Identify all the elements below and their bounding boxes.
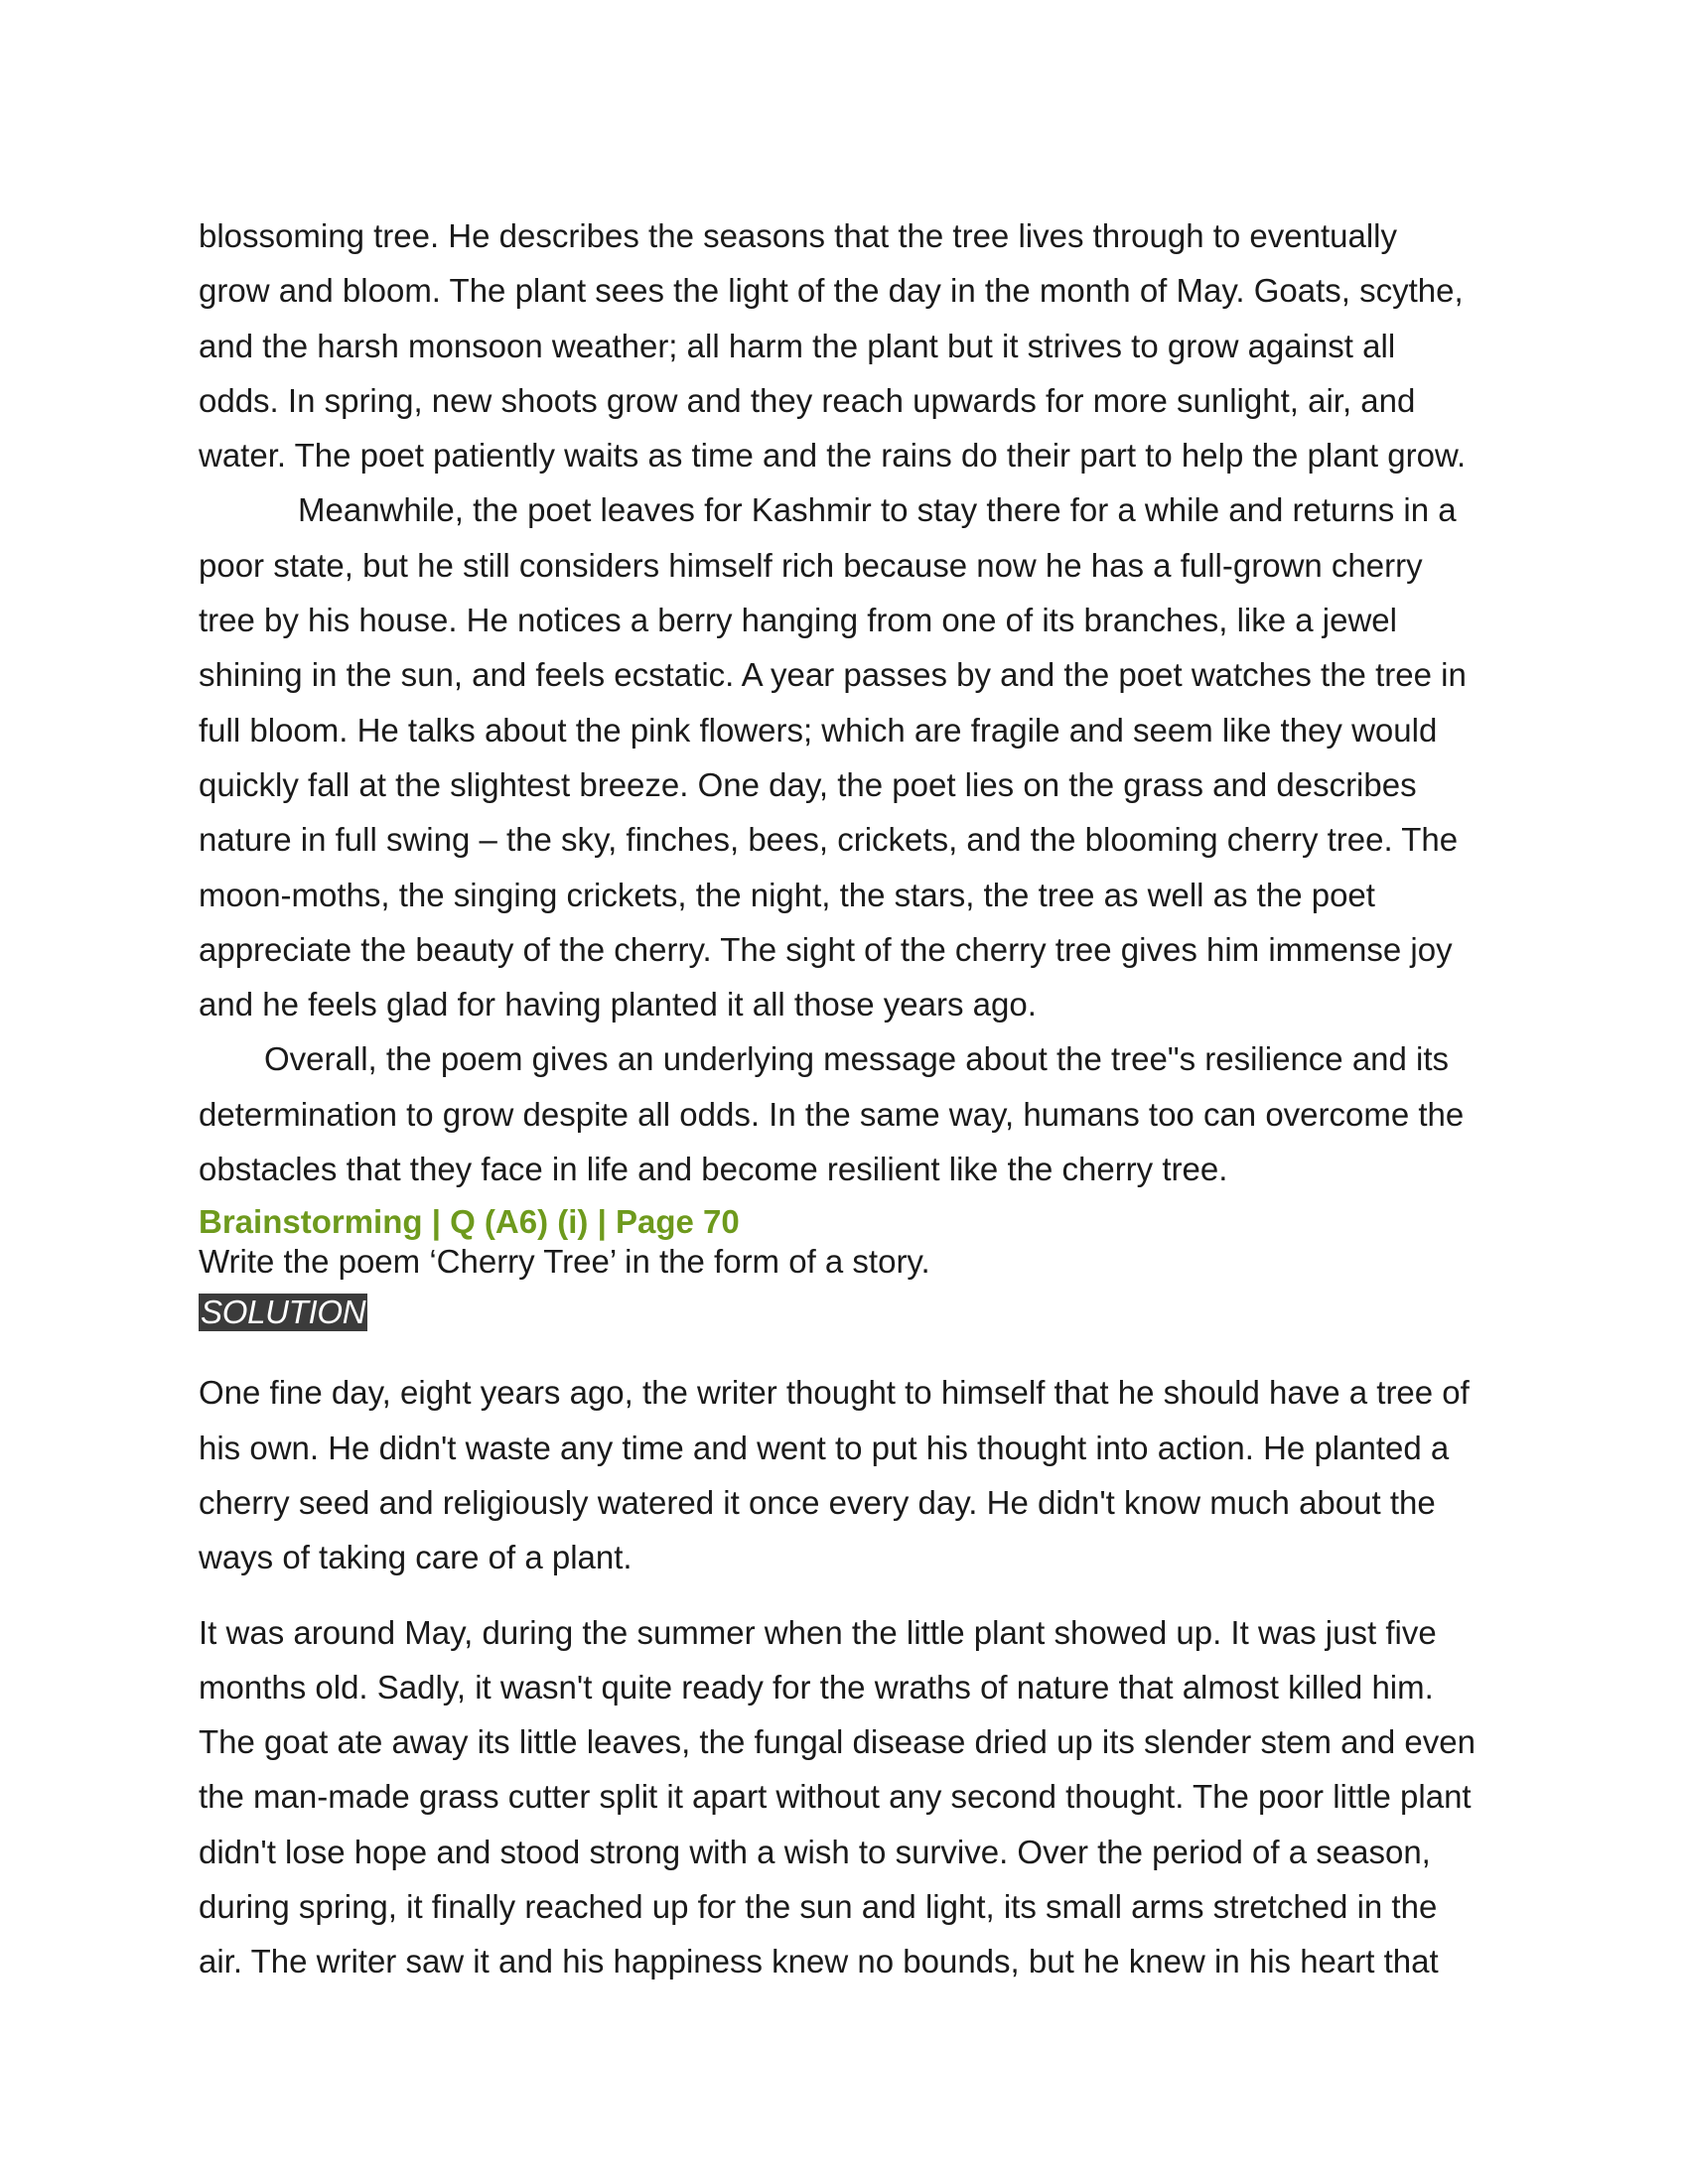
solution-label: SOLUTION xyxy=(201,1294,366,1331)
text-line: moon-moths, the singing crickets, the night, the stars, the tree as well as the poet xyxy=(199,876,1375,913)
text-line: cherry seed and religiously watered it once every day. He didn't know much about the xyxy=(199,1483,1436,1521)
text-line: blossoming tree. He describes the seasons that the tree lives through to eventually xyxy=(199,217,1398,254)
text-line: and the harsh monsoon weather; all harm the plant but it strives to grow against all xyxy=(199,327,1396,364)
text-line: obstacles that they face in life and become resilient like the cherry tree. xyxy=(199,1151,1228,1188)
text-line: months old. Sadly, it wasn't quite ready for the wraths of nature that almost killed him. xyxy=(199,1668,1434,1706)
text-line: air. The writer saw it and his happiness knew no bounds, but he knew in his heart that xyxy=(199,1943,1439,1980)
story-paragraph-2 xyxy=(199,1605,1489,1989)
intro-paragraph xyxy=(199,208,1489,482)
text-line: ways of taking care of a plant. xyxy=(199,1539,633,1576)
text-line: Overall, the poem gives an underlying message about the tree"s resilience and its xyxy=(264,1040,1450,1078)
solution-label-wrap xyxy=(199,1294,1489,1335)
text-line: tree by his house. He notices a berry hanging from one of its branches, like a jewel xyxy=(199,602,1397,639)
question-text: Write the poem ‘Cherry Tree’ in the form of a story. xyxy=(199,1243,930,1281)
text-line: grow and bloom. The plant sees the light of the day in the month of May. Goats, scythe, xyxy=(199,272,1464,310)
text-line: water. The poet patiently waits as time and the rains do their part to help the plant grow. xyxy=(199,437,1467,475)
document-page xyxy=(199,208,1489,1989)
text-line: the man-made grass cutter split it apart without any second thought. The poor little plant xyxy=(199,1778,1472,1816)
text-line: One fine day, eight years ago, the writer thought to himself that he should have a tree of xyxy=(199,1374,1470,1412)
overall-paragraph xyxy=(199,1031,1489,1196)
text-line: It was around May, during the summer when the little plant showed up. It was just five xyxy=(199,1613,1437,1651)
text-line: appreciate the beauty of the cherry. The sight of the cherry tree gives him immense joy xyxy=(199,930,1453,968)
text-line: Meanwhile, the poet leaves for Kashmir to stay there for a while and returns in a xyxy=(298,491,1457,529)
text-line: his own. He didn't waste any time and went to put his thought into action. He planted a xyxy=(199,1429,1450,1466)
section-heading: Brainstorming | Q (A6) (i) | Page 70 xyxy=(199,1203,740,1241)
text-line: The goat ate away its little leaves, the fungal disease dried up its slender stem and even xyxy=(199,1723,1476,1761)
text-line: determination to grow despite all odds. In the same way, humans too can overcome the xyxy=(199,1095,1465,1133)
text-line: shining in the sun, and feels ecstatic. A year passes by and the poet watches the tree in xyxy=(199,656,1467,694)
kashmir-paragraph xyxy=(199,482,1489,1031)
text-line: and he feels glad for having planted it all those years ago. xyxy=(199,986,1037,1024)
text-line: didn't lose hope and stood strong with a wish to survive. Over the period of a season, xyxy=(199,1833,1431,1870)
story-paragraph-1 xyxy=(199,1365,1489,1584)
text-line: during spring, it finally reached up for the sun and light, its small arms stretched in the xyxy=(199,1888,1438,1926)
text-line: nature in full swing – the sky, finches, bees, crickets, and the blooming cherry tree. The xyxy=(199,821,1459,859)
text-line: quickly fall at the slightest breeze. One day, the poet lies on the grass and describes xyxy=(199,765,1417,803)
text-line: odds. In spring, new shoots grow and they reach upwards for more sunlight, air, and xyxy=(199,381,1416,419)
text-line: full bloom. He talks about the pink flowers; which are fragile and seem like they would xyxy=(199,711,1438,749)
text-line: poor state, but he still considers himself rich because now he has a full-grown cherry xyxy=(199,546,1423,584)
